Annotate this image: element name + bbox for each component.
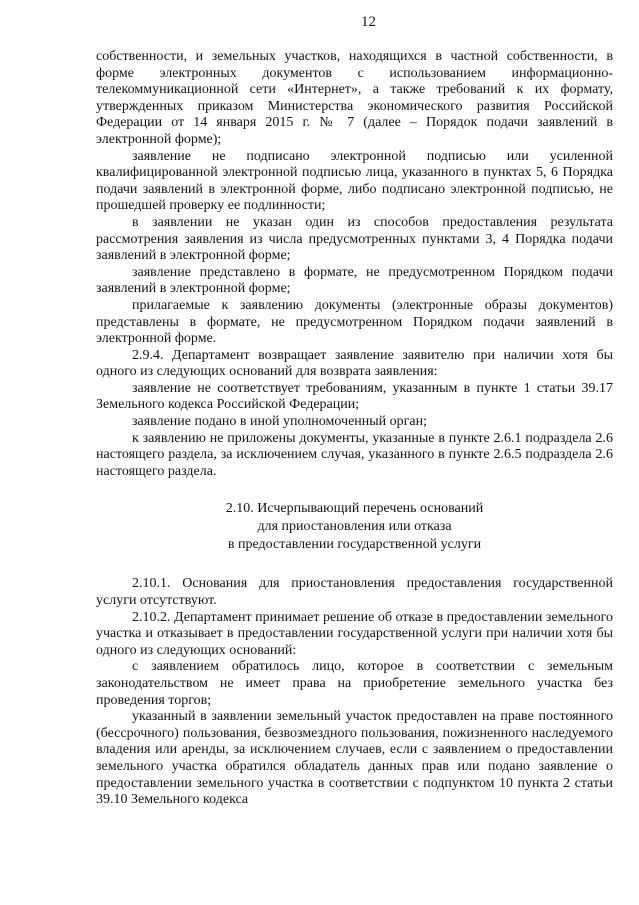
paragraph-2-10-1: 2.10.1. Основания для приостановления предоставления государственной услуги отсутствуют.	[96, 576, 613, 609]
section-heading-line: для приостановления или отказа	[257, 519, 452, 535]
paragraph-land-already-granted: указанный в заявлении земельный участок предоставлен на праве постоянного (бессрочного) пользования, безвозмездного пользования, пожизненного наследуемого владения или аренды, за исключением случаев, если с заявлением о предоставлении земельного участка обратился обладатель данных прав или подано заявление о предоставлении земельного участка в соответствии с подпунктом 10 пункта 2 статьи 39.10 Земельного кодекса	[96, 709, 613, 808]
section-heading-line: 2.10. Исчерпывающий перечень оснований	[225, 501, 484, 517]
section-heading-line: в предоставлении государственной услуги	[227, 537, 482, 553]
page-number: 12	[361, 14, 376, 30]
paragraph-2-9-4: 2.9.4. Департамент возвращает заявление заявителю при наличии хотя бы одного из следующих оснований для возврата заявления:	[96, 347, 613, 380]
paragraph-not-compliant: заявление не соответствует требованиям, указанным в пункте 1 статьи 39.17 Земельного кодекса Российской Федерации;	[96, 380, 613, 413]
paragraph-2-10-2: 2.10.2. Департамент принимает решение об отказе в предоставлении земельного участка и отказывает в предоставлении государственной услуги при наличии хотя бы одного из следующих оснований:	[96, 609, 613, 658]
paragraph-unsigned-application: заявление не подписано электронной подписью или усиленной квалифицированной электронной подписью лица, указанного в пунктах 5, 6 Порядка подачи заявлений в электронной форме, либо подписано электронной подписью, не прошедшей проверку ее подлинности;	[96, 148, 613, 214]
paragraph-wrong-format: заявление представлено в формате, не предусмотренном Порядком подачи заявлений в электронной форме;	[96, 264, 613, 297]
paragraph-attachments-format: прилагаемые к заявлению документы (электронные образы документов) представлены в формате, не предусмотренном Порядком подачи заявлений в электронной форме.	[96, 297, 613, 347]
paragraph-no-right: с заявлением обратилось лицо, которое в соответствии с земельным законодательством не имеет права на приобретение земельного участка без проведения торгов;	[96, 659, 613, 708]
paragraph-continuation: собственности, и земельных участков, находящихся в частной собственности, в форме электронных документов с использованием информационно-телекоммуникационной сети «Интернет», а также требований к их формату, утвержденных приказом Министерства экономического развития Российской Федерации от 14 января 2015 г. № 7 (далее – Порядок подачи заявлений в электронной форме);	[96, 49, 613, 147]
paragraph-no-delivery-method: в заявлении не указан один из способов предоставления результата рассмотрения заявления из числа предусмотренных пунктами 3, 4 Порядка подачи заявлений в электронной форме;	[96, 214, 613, 264]
paragraph-missing-documents: к заявлению не приложены документы, указанные в пункте 2.6.1 подраздела 2.6 настоящего раздела, за исключением случая, указанного в пункте 2.6.5 подраздела 2.6 настоящего раздела.	[96, 430, 613, 479]
paragraph-other-authority: заявление подано в иной уполномоченный орган;	[132, 414, 428, 430]
section-heading-2-10	[96, 500, 613, 554]
